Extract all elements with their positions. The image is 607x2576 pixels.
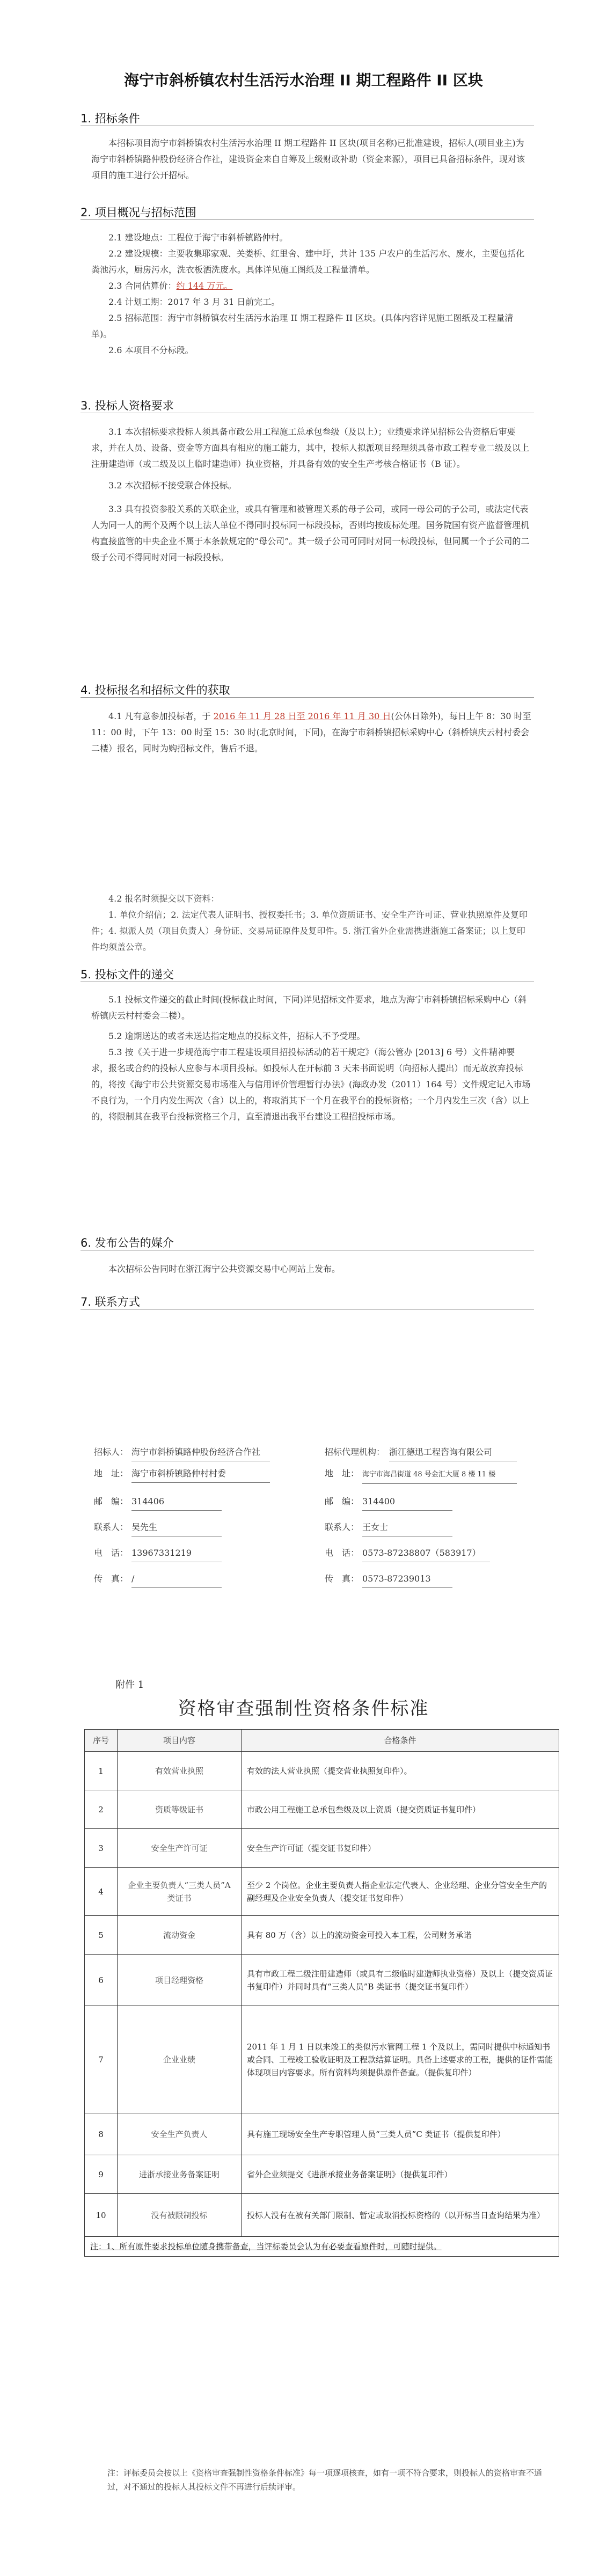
tenderer-contact-row bbox=[94, 1519, 222, 1536]
table-row bbox=[85, 1916, 559, 1955]
annex-label: 附件 1 bbox=[115, 1679, 144, 1690]
row-item: 项目经理资格 bbox=[118, 1955, 242, 2006]
section-7-heading: 7. 联系方式 bbox=[81, 1296, 140, 1308]
section-2-heading: 2. 项目概况与招标范围 bbox=[81, 206, 196, 219]
fax-label: 传 真： bbox=[94, 1574, 129, 1584]
abandonment-rule: 5.3 按《关于进一步规范海宁市工程建设项目招投标活动的若干规定》（海公管办 [2013] 6 号）文件精神要求，报名或合约的投标人应参与本项目投标。如投标人在开标前 3 天未书面说明（向招标人提出）而无故放弃投标的，将按《海宁市公共资源交易市场准入与信用评价管理暂行办法》(海政办发（2011）164 号）文件规定记入市场不良行为，一个月内发生两次（含）以上的，将取消其下一个月在我平台的投标资格；一个月内发生三次（含）以上的，将限制其在我平台投标资格三个月，直至清退出我平台建设工程招投标市场。 bbox=[91, 1047, 531, 1122]
lot-note: 2.6 本项目不分标段。 bbox=[108, 345, 194, 355]
contact-label: 联系人： bbox=[94, 1522, 129, 1532]
row-item: 资质等级证书 bbox=[118, 1790, 242, 1829]
row-requirement: 具有 80 万（含）以上的流动资金可投入本工程，公司财务承诺 bbox=[242, 1916, 559, 1955]
section-divider bbox=[81, 219, 534, 220]
fax-label: 传 真： bbox=[325, 1574, 360, 1584]
agency-address-row bbox=[325, 1465, 517, 1482]
row-number: 3 bbox=[85, 1829, 118, 1868]
tenderer-fax: / bbox=[131, 1570, 222, 1588]
qualification-requirement: 3.1 本次招标要求投标人须具备市政公用工程施工总承包叁级（及以上）；业绩要求详见招标公告资格后审要求，并在人员、设备、资金等方面具有相应的施工能力，其中，投标人拟派项目经理须具备市政工程专业二级及以上注册建造师（或二级及以上临时建造师）执业资格，并具备有效的安全生产考核合格证书（B 证）。 bbox=[91, 427, 530, 469]
phone-label: 电 话： bbox=[94, 1548, 129, 1558]
col-header-requirement: 合格条件 bbox=[242, 1730, 559, 1752]
agency-fax: 0573-87239013 bbox=[362, 1570, 452, 1588]
tenderer-phone-row bbox=[94, 1545, 222, 1562]
zip-label: 邮 编： bbox=[325, 1496, 360, 1506]
row-number: 10 bbox=[85, 2194, 118, 2237]
table-footnote: 注：1、所有原件要求投标单位随身携带备查，当评标委员会认为有必要查看原件时，可随时提供。 bbox=[85, 2237, 559, 2257]
contact-label: 联系人： bbox=[325, 1522, 360, 1532]
registration-materials bbox=[91, 891, 531, 955]
agency-phone-row bbox=[325, 1545, 490, 1562]
phone-label: 电 话： bbox=[325, 1548, 360, 1558]
agency-name: 浙江德迅工程咨询有限公司 bbox=[389, 1444, 517, 1461]
row-item: 进浙承接业务备案证明 bbox=[118, 2155, 242, 2194]
row-requirement: 投标人没有在被有关部门限制、暂定或取消投标资格的（以开标当日查询结果为准） bbox=[242, 2194, 559, 2237]
submission-deadline: 5.1 投标文件递交的截止时间(投标截止时间，下同)详见招标文件要求，地点为海宁市斜桥镇招标采购中心（斜桥镇庆云村村委会二楼）。 bbox=[91, 994, 527, 1021]
row-number: 8 bbox=[85, 2113, 118, 2155]
estimated-price-value: 约 144 万元。 bbox=[176, 281, 233, 291]
table-row bbox=[85, 1829, 559, 1868]
agency-label: 招标代理机构： bbox=[325, 1447, 385, 1457]
tenderer-unit-row bbox=[94, 1444, 270, 1461]
section-2-body bbox=[91, 230, 531, 358]
zip-label: 邮 编： bbox=[94, 1496, 129, 1506]
estimated-price-label: 2.3 合同估算价： bbox=[108, 281, 177, 291]
col-header-item: 项目内容 bbox=[118, 1730, 242, 1752]
tenderer-address: 海宁市斜桥镇路仲村村委 bbox=[131, 1465, 270, 1483]
publication-media: 本次招标公告同时在浙江海宁公共资源交易中心网站上发布。 bbox=[108, 1264, 341, 1274]
table-row bbox=[85, 1752, 559, 1790]
registration-dates: 2016 年 11 月 28 日至 2016 年 11 月 30 日 bbox=[213, 711, 391, 721]
row-number: 7 bbox=[85, 2006, 118, 2113]
address-label: 地 址： bbox=[325, 1468, 360, 1479]
table-row bbox=[85, 1955, 559, 2006]
construction-site: 2.1 建设地点：工程位于海宁市斜桥镇路仲村。 bbox=[108, 232, 288, 243]
row-item: 没有被限制投标 bbox=[118, 2194, 242, 2237]
table-row bbox=[85, 1868, 559, 1916]
agency-contact: 王女士 bbox=[362, 1519, 452, 1536]
section-4-body bbox=[91, 708, 531, 757]
section-3-body bbox=[91, 424, 531, 566]
registration-details: (公休日除外)，每日上午 8：30 时至 11：00 时，下午 13：00 时至 15：30 时(北京时间，下同)，在海宁市斜桥镇招标采购中心（斜桥镇庆云村村委会二楼）报名，同时为购招标文件，售后不退。 bbox=[91, 711, 531, 753]
construction-scale: 2.2 建设规模：主要收集耶家观、关娄桥、红里舍、建中圩，共计 135 户农户的生活污水、废水，主要包括化粪池污水，厨房污水，洗衣板洒洗废水。具体详见施工图纸及工程量清单。 bbox=[91, 248, 525, 275]
table-row bbox=[85, 2006, 559, 2113]
row-requirement: 安全生产许可证（提交证书复印件） bbox=[242, 1829, 559, 1868]
row-requirement: 具有市政工程二级注册建造师（或具有二级临时建造师执业资格）及以上（提交资质证书复印件）并同时具有“三类人员”B 类证书（提交证书复印件） bbox=[242, 1955, 559, 2006]
estimated-price bbox=[91, 278, 531, 294]
agency-unit-row bbox=[325, 1444, 517, 1461]
tenderer-label: 招标人： bbox=[94, 1447, 129, 1457]
table-row bbox=[85, 1790, 559, 1829]
section-6-heading: 6. 发布公告的媒介 bbox=[81, 1236, 174, 1249]
tenderer-zip-row bbox=[94, 1493, 222, 1510]
row-requirement: 有效的法人营业执照（提交营业执照复印件）。 bbox=[242, 1752, 559, 1790]
row-requirement: 省外企业须提交《进浙承接业务备案证明》（提供复印件） bbox=[242, 2155, 559, 2194]
table-row bbox=[85, 2113, 559, 2155]
row-requirement: 至少 2 个岗位。企业主要负责人指企业法定代表人、企业经理、企业分管安全生产的副经理及企业安全负责人（提交证书复印件） bbox=[242, 1868, 559, 1916]
section-4-heading: 4. 投标报名和招标文件的获取 bbox=[81, 684, 230, 697]
planned-schedule: 2.4 计划工期：2017 年 3 月 31 日前完工。 bbox=[108, 297, 280, 307]
agency-phone: 0573-87238807（583917） bbox=[362, 1545, 490, 1562]
tenderer-name: 海宁市斜桥镇路仲股份经济合作社 bbox=[131, 1444, 270, 1461]
section-1-body bbox=[91, 135, 531, 184]
registration-text bbox=[91, 708, 531, 757]
table-header-row bbox=[85, 1730, 559, 1752]
section-5-body bbox=[91, 992, 531, 1125]
tenderer-address-row bbox=[94, 1465, 270, 1482]
row-number: 9 bbox=[85, 2155, 118, 2194]
registration-prefix: 4.1 凡有意参加投标者，于 bbox=[108, 711, 214, 721]
review-note: 注：评标委员会按以上《资格审查强制性资格条件标准》每一项逐项核查，如有一项不符合要求，则投标人的资格审查不通过，对不通过的投标人其投标文件不再进行后续评审。 bbox=[107, 2468, 543, 2492]
row-requirement: 2011 年 1 月 1 日以来竣工的类似污水管网工程 1 个及以上，需同时提供中标通知书或合同、工程竣工验收证明及工程款结算证明。具备上述要求的工程，提供的证件需能体现项目内容要求。所有资料均须提供原件备查。（提供复印件） bbox=[242, 2006, 559, 2113]
agency-zip-row bbox=[325, 1493, 452, 1510]
row-item: 流动资金 bbox=[118, 1916, 242, 1955]
late-submission: 5.2 逾期送达的或者未送达指定地点的投标文件，招标人不予受理。 bbox=[108, 1031, 365, 1041]
tender-conditions-text: 本招标项目海宁市斜桥镇农村生活污水治理 II 期工程路件 II 区块(项目名称)已批准建设，招标人(项目业主)为海宁市斜桥镇路仲股份经济合作社，建设资金来自自筹及上级财政补助（资金来源），项目已具备招标条件，现对该项目的施工进行公开招标。 bbox=[91, 138, 525, 180]
row-number: 1 bbox=[85, 1752, 118, 1790]
col-header-no: 序号 bbox=[85, 1730, 118, 1752]
row-item: 企业业绩 bbox=[118, 2006, 242, 2113]
tenderer-phone: 13967331219 bbox=[131, 1545, 222, 1562]
section-6-body bbox=[91, 1261, 531, 1277]
section-divider bbox=[81, 697, 534, 698]
row-number: 2 bbox=[85, 1790, 118, 1829]
document-title: 海宁市斜桥镇农村生活污水治理 II 期工程路件 II 区块 bbox=[124, 71, 483, 89]
address-label: 地 址： bbox=[94, 1468, 129, 1479]
agency-contact-row bbox=[325, 1519, 452, 1536]
tender-scope: 2.5 招标范围：海宁市斜桥镇农村生活污水治理 II 期工程路件 II 区块。(具体内容详见施工图纸及工程量清单)。 bbox=[91, 313, 514, 339]
row-item: 有效营业执照 bbox=[118, 1752, 242, 1790]
consortium-note: 3.2 本次招标不接受联合体投标。 bbox=[108, 480, 237, 491]
table-footer-row bbox=[85, 2237, 559, 2257]
row-item: 企业主要负责人“三类人员”A 类证书 bbox=[118, 1868, 242, 1916]
table-row bbox=[85, 2155, 559, 2194]
tenderer-fax-row bbox=[94, 1570, 222, 1587]
row-item: 安全生产许可证 bbox=[118, 1829, 242, 1868]
agency-address: 海宁市海昌街道 48 号金汇大厦 8 楼 11 楼 bbox=[362, 1466, 517, 1484]
annex-title: 资格审查强制性资格条件标准 bbox=[178, 1698, 429, 1719]
row-number: 4 bbox=[85, 1868, 118, 1916]
agency-zip: 314400 bbox=[362, 1493, 452, 1511]
row-number: 6 bbox=[85, 1955, 118, 2006]
qualification-table bbox=[84, 1729, 559, 2257]
agency-fax-row bbox=[325, 1570, 452, 1587]
tenderer-contact: 吴先生 bbox=[131, 1519, 222, 1536]
materials-list: 1. 单位介绍信；2. 法定代表人证明书、授权委托书；3. 单位资质证书、安全生产许可证、营业执照原件及复印件；4. 拟派人员（项目负责人）身份证、交易局证原件及复印件。5. 浙江省外企业需携进浙施工备案证；以上复印件均须盖公章。 bbox=[91, 910, 528, 952]
section-1-heading: 1. 招标条件 bbox=[81, 112, 140, 125]
tenderer-zip: 314406 bbox=[131, 1493, 222, 1511]
row-item: 安全生产负责人 bbox=[118, 2113, 242, 2155]
section-5-heading: 5. 投标文件的递交 bbox=[81, 968, 174, 981]
affiliate-rule: 3.3 具有投资参股关系的关联企业，或具有管理和被管理关系的母子公司，或同一母公司的子公司，或法定代表人为同一人的两个及两个以上法人单位不得同时投标同一标段投标，否则均按废标处理。国务院国有资产监督管理机构直接监管的中央企业不属于本条款规定的“母公司”。其一级子公司可同时对同一标段投标，但同属一个子公司的二级子公司不得同时对同一标段投标。 bbox=[91, 504, 530, 562]
row-number: 5 bbox=[85, 1916, 118, 1955]
table-row bbox=[85, 2194, 559, 2237]
section-3-heading: 3. 投标人资格要求 bbox=[81, 399, 174, 412]
row-requirement: 具有施工现场安全生产专职管理人员“三类人员”C 类证书（提供复印件） bbox=[242, 2113, 559, 2155]
materials-heading: 4.2 报名时须提交以下资料： bbox=[108, 894, 220, 904]
row-requirement: 市政公用工程施工总承包叁级及以上资质（提交资质证书复印件） bbox=[242, 1790, 559, 1829]
